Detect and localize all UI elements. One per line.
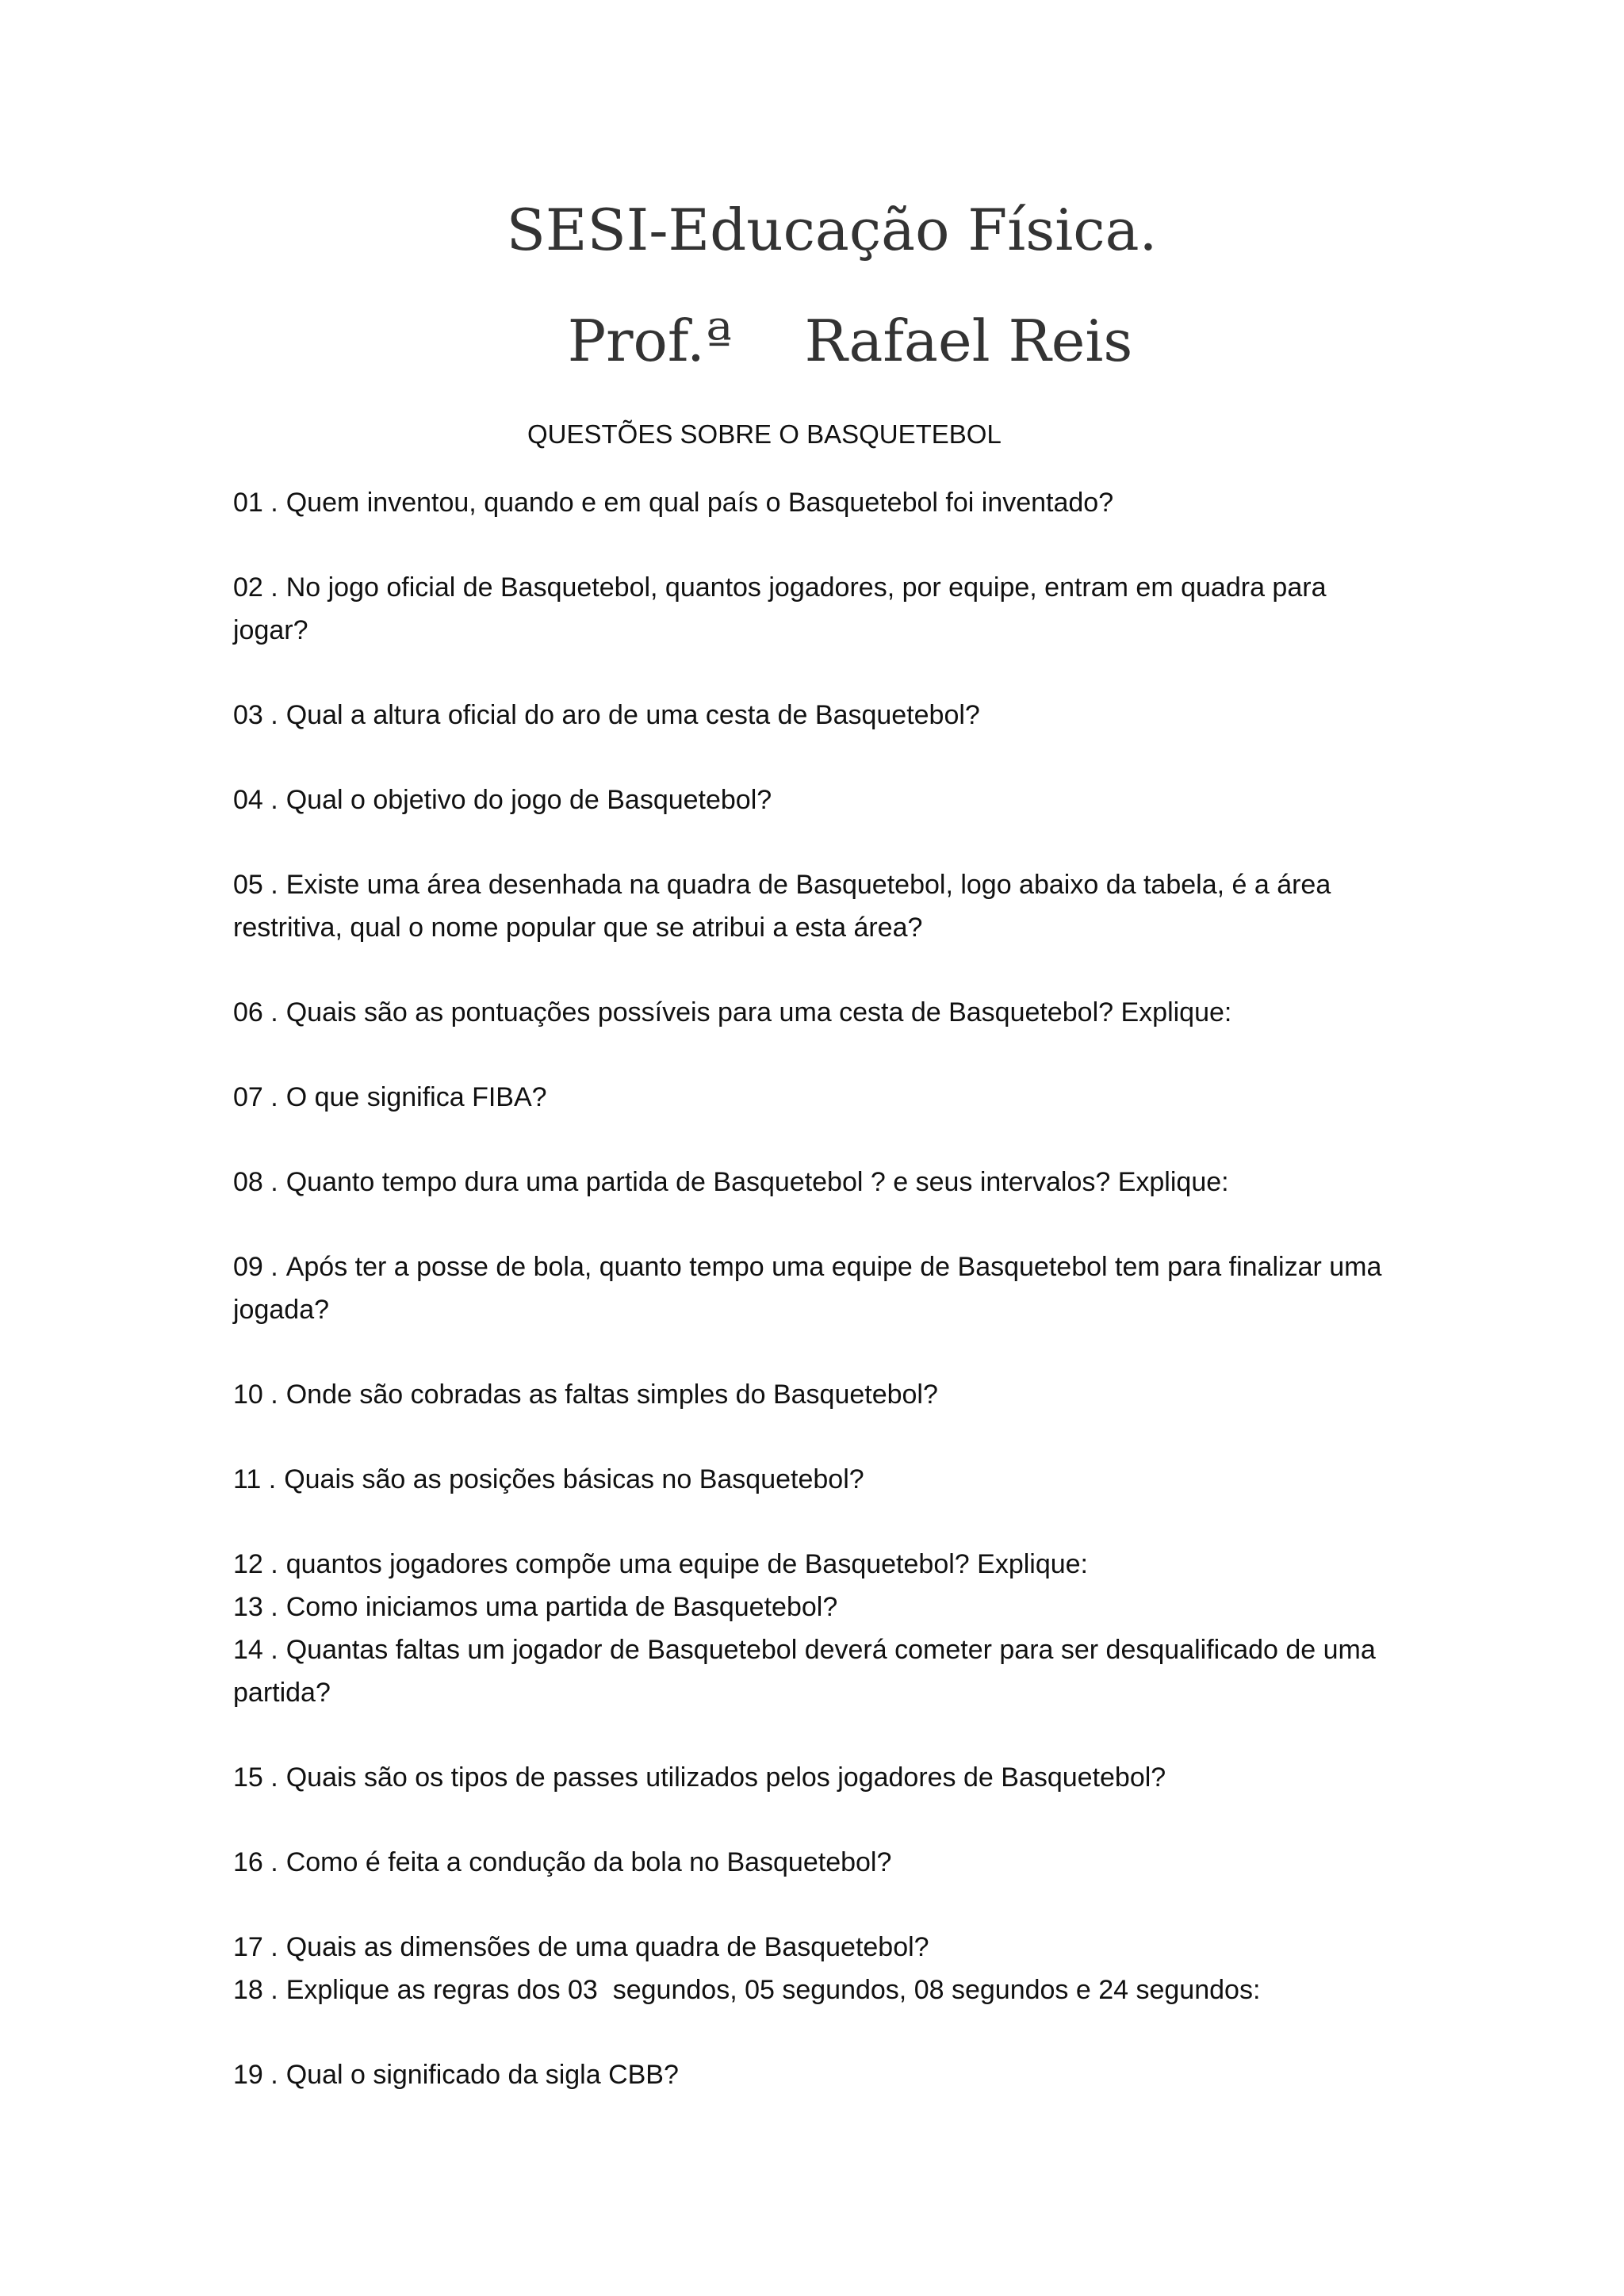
question-16 (233, 1841, 1407, 1884)
question-text: No jogo oficial de Basquetebol, quantos jogadores, por equipe, entram em quadra para jogar? (233, 572, 1327, 645)
question-14 (233, 1628, 1407, 1714)
question-18 (233, 1969, 1407, 2011)
question-07 (233, 1076, 1407, 1119)
question-text: Quem inventou, quando e em qual país o Basquetebol foi inventado? (285, 488, 1114, 518)
question-text: Qual o objetivo do jogo de Basquetebol? (285, 785, 772, 815)
question-06 (233, 991, 1407, 1034)
question-08 (233, 1161, 1407, 1203)
section-heading: QUESTÕES SOBRE O BASQUETEBOL (527, 419, 1002, 449)
question-text: Quantas faltas um jogador de Basquetebol deverá cometer para ser desqualificado de uma partida? (233, 1635, 1376, 1708)
question-number: 10 . (233, 1380, 278, 1410)
question-text: Quais são as posições básicas no Basquetebol? (284, 1464, 864, 1494)
question-03 (233, 694, 1407, 737)
question-text: Qual a altura oficial do aro de uma cesta de Basquetebol? (285, 700, 980, 730)
question-02 (233, 566, 1407, 652)
question-number: 17 . (233, 1932, 278, 1962)
question-number: 15 . (233, 1762, 278, 1793)
question-text: O que significa FIBA? (285, 1082, 547, 1112)
question-number: 02 . (233, 572, 278, 603)
question-04 (233, 779, 1407, 821)
question-number: 01 . (233, 488, 278, 518)
question-number: 07 . (233, 1082, 278, 1112)
question-11 (233, 1458, 1407, 1501)
question-15 (233, 1756, 1407, 1799)
question-01 (233, 481, 1407, 524)
question-text: Como é feita a condução da bola no Basquetebol? (285, 1847, 892, 1877)
question-number: 16 . (233, 1847, 278, 1877)
question-number: 11 . (233, 1464, 277, 1494)
question-number: 12 . (233, 1549, 278, 1579)
question-09 (233, 1246, 1407, 1331)
question-number: 14 . (233, 1635, 278, 1665)
question-text: Quais são os tipos de passes utilizados pelos jogadores de Basquetebol? (285, 1762, 1166, 1793)
question-number: 06 . (233, 997, 278, 1027)
question-17 (233, 1926, 1407, 1969)
question-text: Explique as regras dos 03 segundos, 05 segundos, 08 segundos e 24 segundos: (285, 1975, 1261, 2005)
question-number: 04 . (233, 785, 278, 815)
question-text: quantos jogadores compõe uma equipe de Basquetebol? Explique: (285, 1549, 1089, 1579)
question-number: 05 . (233, 870, 278, 900)
question-19 (233, 2053, 1407, 2096)
question-text: Como iniciamos uma partida de Basquetebol? (285, 1592, 838, 1622)
question-10 (233, 1373, 1407, 1416)
question-12 (233, 1543, 1407, 1586)
teacher-name: Prof.ª Rafael Reis (567, 308, 1133, 374)
question-number: 13 . (233, 1592, 278, 1622)
question-text: Onde são cobradas as faltas simples do Basquetebol? (285, 1380, 938, 1410)
question-number: 08 . (233, 1167, 278, 1197)
question-05 (233, 863, 1407, 949)
question-number: 03 . (233, 700, 278, 730)
question-number: 19 . (233, 2060, 278, 2090)
question-text: Existe uma área desenhada na quadra de Basquetebol, logo abaixo da tabela, é a área restritiva, qual o nome popular que se atribui a esta área? (233, 870, 1331, 943)
page-title: SESI-Educação Física. (506, 197, 1158, 263)
question-text: Após ter a posse de bola, quanto tempo uma equipe de Basquetebol tem para finalizar uma jogada? (233, 1252, 1382, 1325)
question-text: Quais as dimensões de uma quadra de Basquetebol? (285, 1932, 929, 1962)
question-number: 09 . (233, 1252, 278, 1282)
question-text: Qual o significado da sigla CBB? (285, 2060, 679, 2090)
question-13 (233, 1586, 1407, 1628)
question-text: Quais são as pontuações possíveis para uma cesta de Basquetebol? Explique: (285, 997, 1232, 1027)
question-number: 18 . (233, 1975, 278, 2005)
question-text: Quanto tempo dura uma partida de Basquetebol ? e seus intervalos? Explique: (285, 1167, 1229, 1197)
